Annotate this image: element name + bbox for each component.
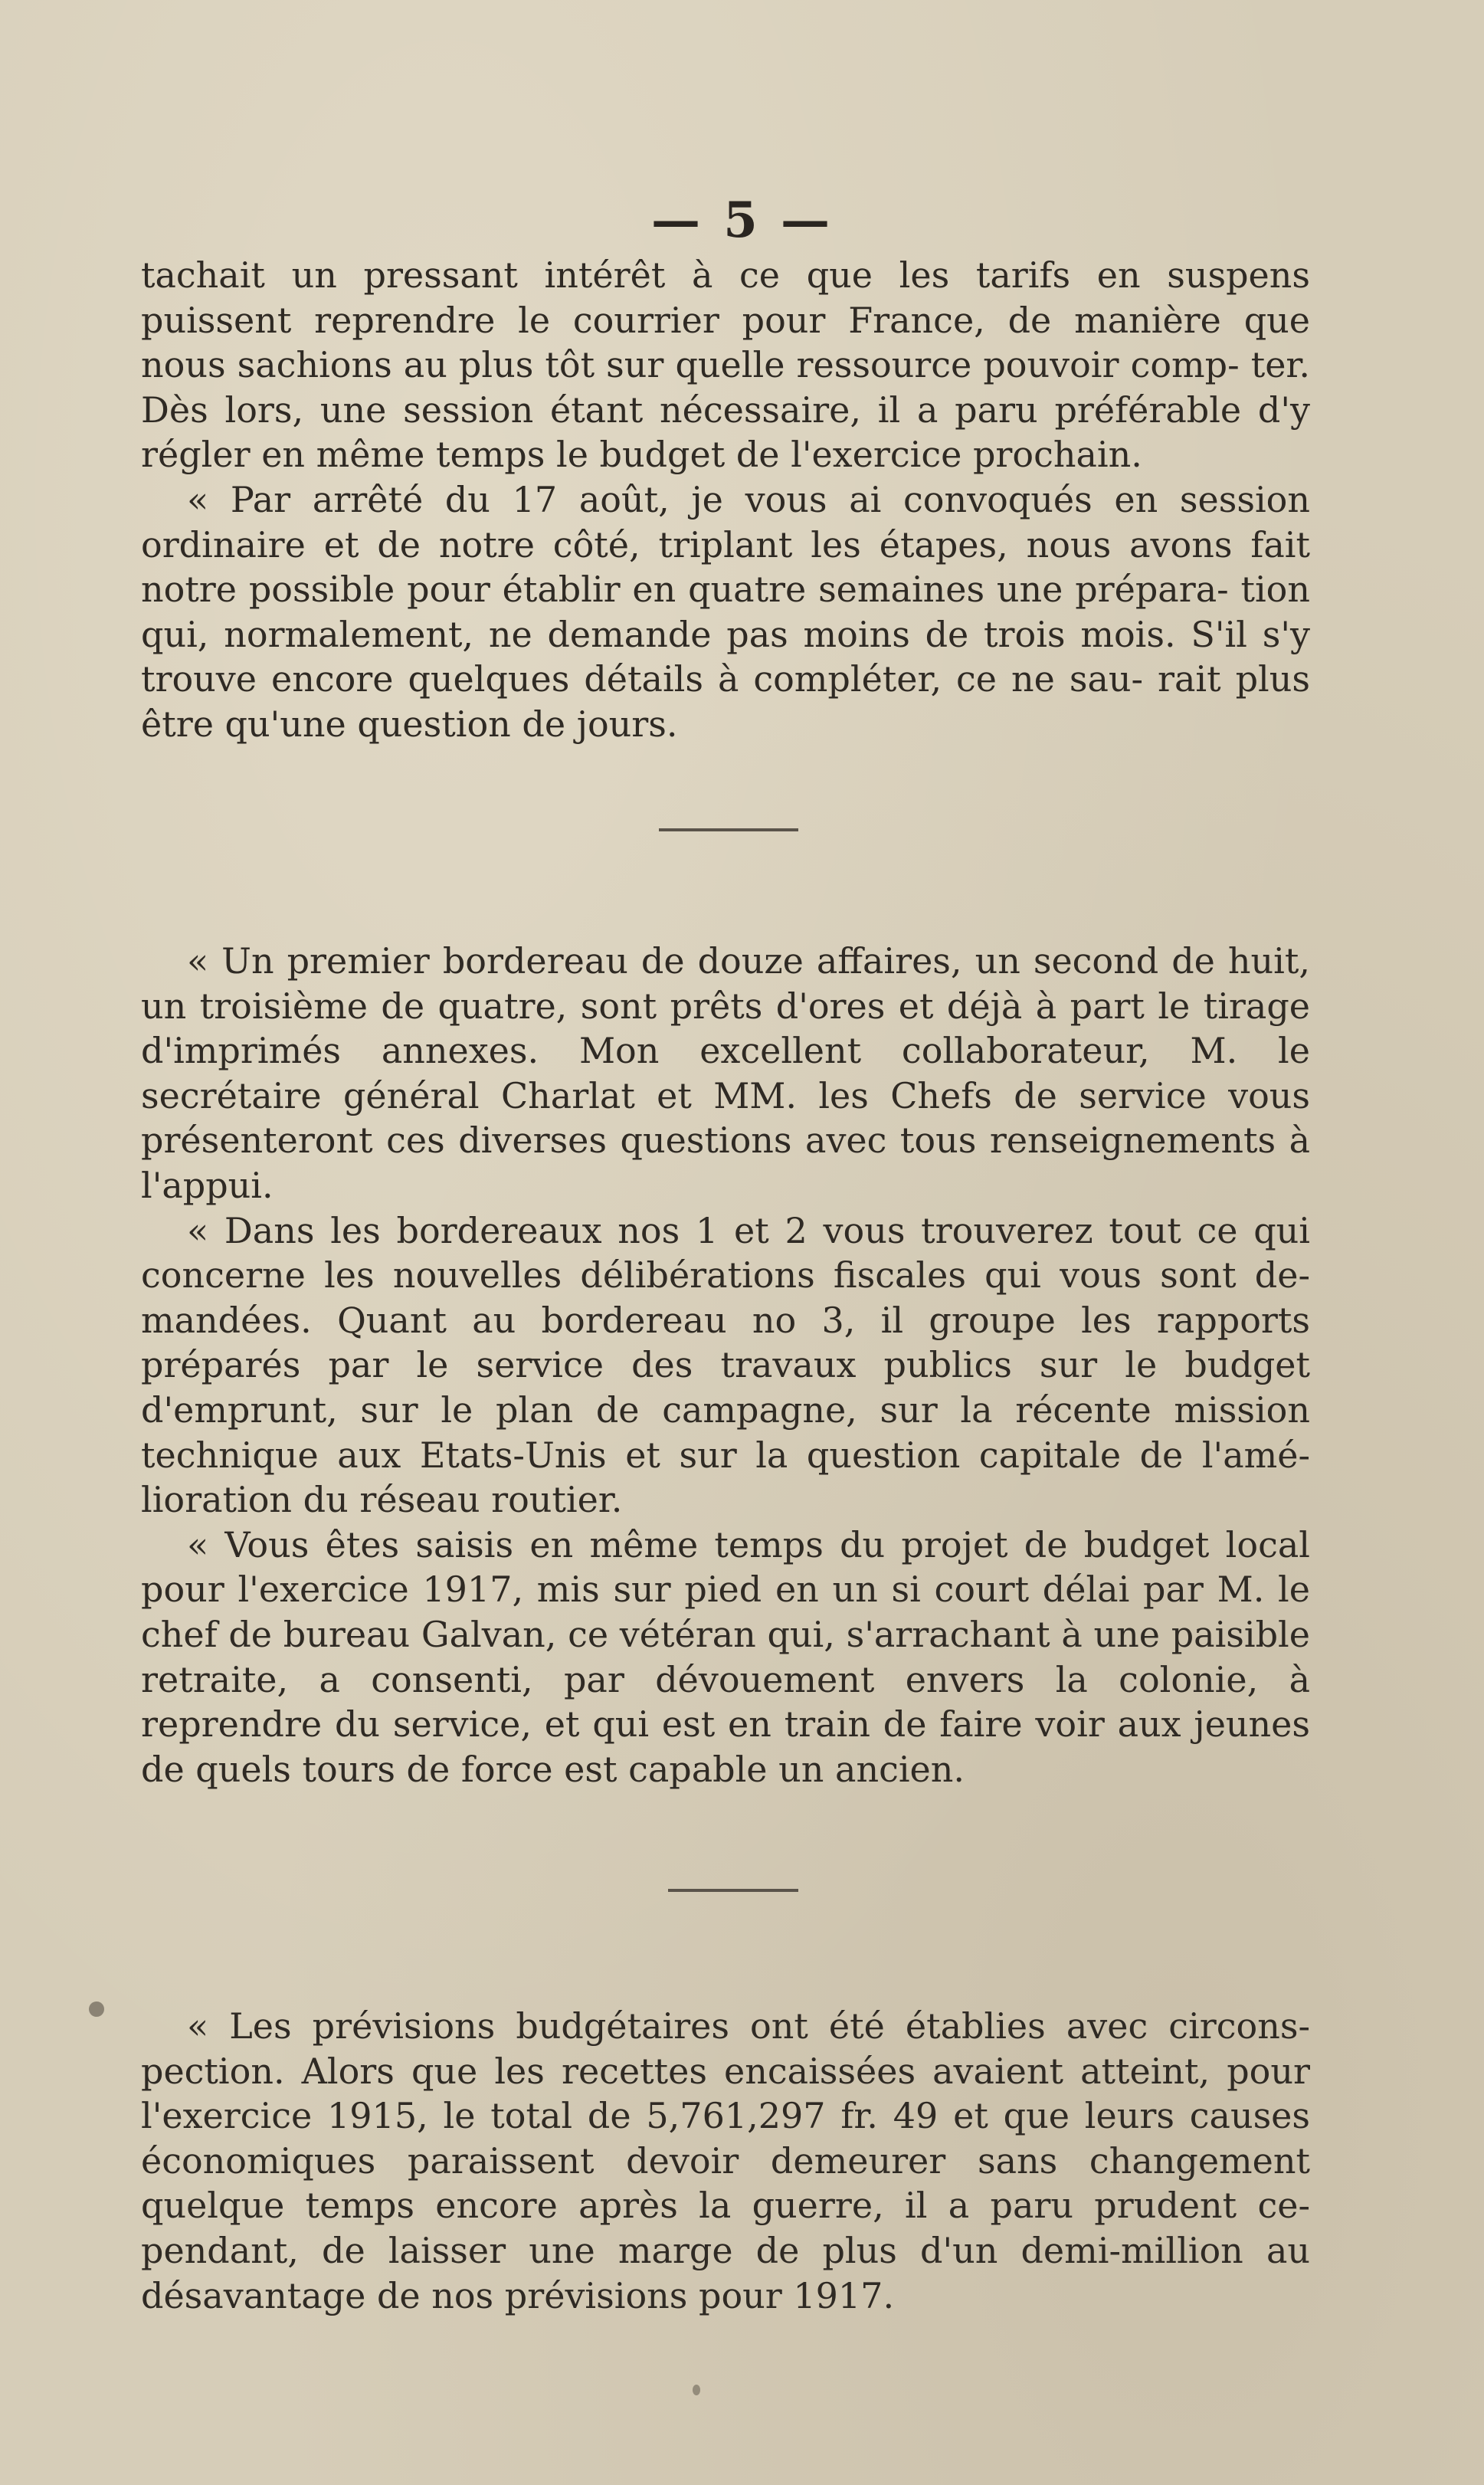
paragraph-budget-local: « Vous êtes saisis en même temps du projet de budget local pour l'exercice 1917, mis sur pied en un si court délai par M. le chef de bureau Galvan, ce vétéran qui, s'arrachant à une paisible retraite, a consenti, par dévouement envers la colonie, à reprendre du service, et qui est en train de faire voir aux jeunes de quels tours de force est capable un ancien. <box>141 1523 1310 1790</box>
ink-speck <box>693 2385 700 2395</box>
paragraph-continuation: tachait un pressant intérêt à ce que les tarifs en suspens puissent reprendre le courrier pour France, de manière que nous sachions au plus tôt sur quelle ressource pouvoir comp- ter. Dès lors, une session étant nécessaire, il a paru préférable d'y régler en même temps le budget de l'exercice prochain. <box>141 254 1310 476</box>
paragraph-deliberations: « Dans les bordereaux nos 1 et 2 vous trouverez tout ce qui concerne les nouvelles délibérations fiscales qui vous sont de- mandées. Quant au bordereau no 3, il groupe les rapports préparés par le service des travaux publics sur le budget d'emprunt, sur le plan de campagne, sur la récente mission technique aux Etats-Unis et sur la question capitale de l'amé- lioration du réseau routier. <box>141 1209 1310 1521</box>
text-section-2 <box>141 939 1310 1792</box>
paragraph-previsions: « Les prévisions budgétaires ont été établies avec circons- pection. Alors que les recettes encaissées avaient atteint, pour l'exercice 1915, le total de 5,761,297 fr. 49 et que leurs causes économiques paraissent devoir demeurer sans changement quelque temps encore après la guerre, il a paru prudent ce- pendant, de laisser une marge de plus d'un demi-million au désavantage de nos prévisions pour 1917. <box>141 2005 1310 2316</box>
paragraph-bordereaux: « Un premier bordereau de douze affaires, un second de huit, un troisième de quatre, sont prêts d'ores et déjà à part le tirage d'imprimés annexes. Mon excellent collaborateur, M. le secrétaire général Charlat et MM. les Chefs de service vous présenteront ces diverses questions avec tous renseignements à l'appui. <box>141 940 1310 1206</box>
ink-speck <box>89 2001 104 2017</box>
section-divider <box>668 1889 798 1892</box>
paragraph-arrete: « Par arrêté du 17 août, je vous ai convoqués en session ordinaire et de notre côté, triplant les étapes, nous avons fait notre possible pour établir en quatre semaines une prépara- tion qui, normalement, ne demande pas moins de trois mois. S'il s'y trouve encore quelques détails à compléter, ce ne sau- rait plus être qu'une question de jours. <box>141 478 1310 745</box>
section-divider <box>659 828 798 831</box>
text-section-3 <box>141 2004 1310 2318</box>
page-number: — 5 — <box>650 192 834 249</box>
text-section-1 <box>141 253 1310 747</box>
